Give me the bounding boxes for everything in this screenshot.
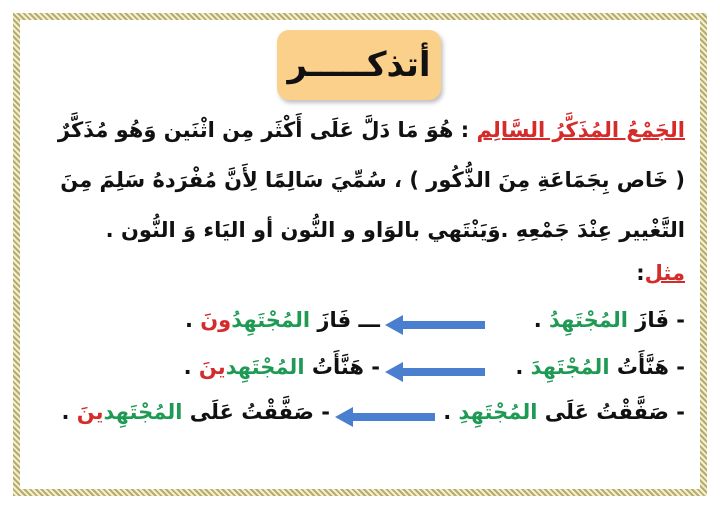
- definition-colon: :: [453, 118, 477, 142]
- arrow-left-icon: [335, 406, 435, 428]
- examples-heading: [636, 261, 685, 285]
- example-sentence-singular: - فَازَ المُجْتَهِدُ .: [533, 308, 685, 332]
- examples-colon: :: [636, 261, 645, 285]
- definition-line-1: [58, 118, 685, 142]
- example-sentence-plural: - هَنَّأَتُ المُجْتَهِدينَ .: [183, 355, 380, 379]
- example-sentence-plural: - صَفَّقْتُ عَلَى المُجْتَهِدينَ .: [61, 400, 330, 424]
- example-row: [35, 355, 685, 389]
- example-row: [35, 400, 685, 434]
- page-title: أتذكـــــر: [287, 45, 431, 85]
- arrow-left-icon: [385, 314, 485, 336]
- definition-line-3: التَّغْيير عِنْدَ جَمْعِهِ .وَيَنْتَهي بالوَاو و النُّون أو اليَاء وَ النُّون .: [105, 218, 685, 242]
- example-sentence-singular: - صَفَّقْتُ عَلَى المُجْتَهِدِ .: [443, 400, 685, 424]
- example-sentence-plural: ـــ فَازَ المُجْتَهِدُونَ .: [184, 308, 380, 332]
- example-row: [35, 308, 685, 342]
- definition-term: الجَمْعُ المُذَكَّرُ السَّالِم: [476, 118, 685, 142]
- arrow-left-icon: [385, 361, 485, 383]
- example-sentence-singular: - هَنَّأَتُ المُجْتَهِدَ .: [515, 355, 685, 379]
- title-box: [277, 30, 441, 100]
- definition-text-1: هُوَ مَا دَلَّ عَلَى أَكْثَر مِن اثْنَين وَهُو مُذَكَّرٌ: [57, 118, 454, 142]
- definition-line-2: ( خَاص بِجَمَاعَةِ مِنَ الذُّكُور ) ، سُمِّيَ سَالِمًا لِأَنَّ مُفْرَدهُ سَلِمَ مِنَ: [60, 168, 685, 192]
- examples-label: مثل: [644, 261, 685, 285]
